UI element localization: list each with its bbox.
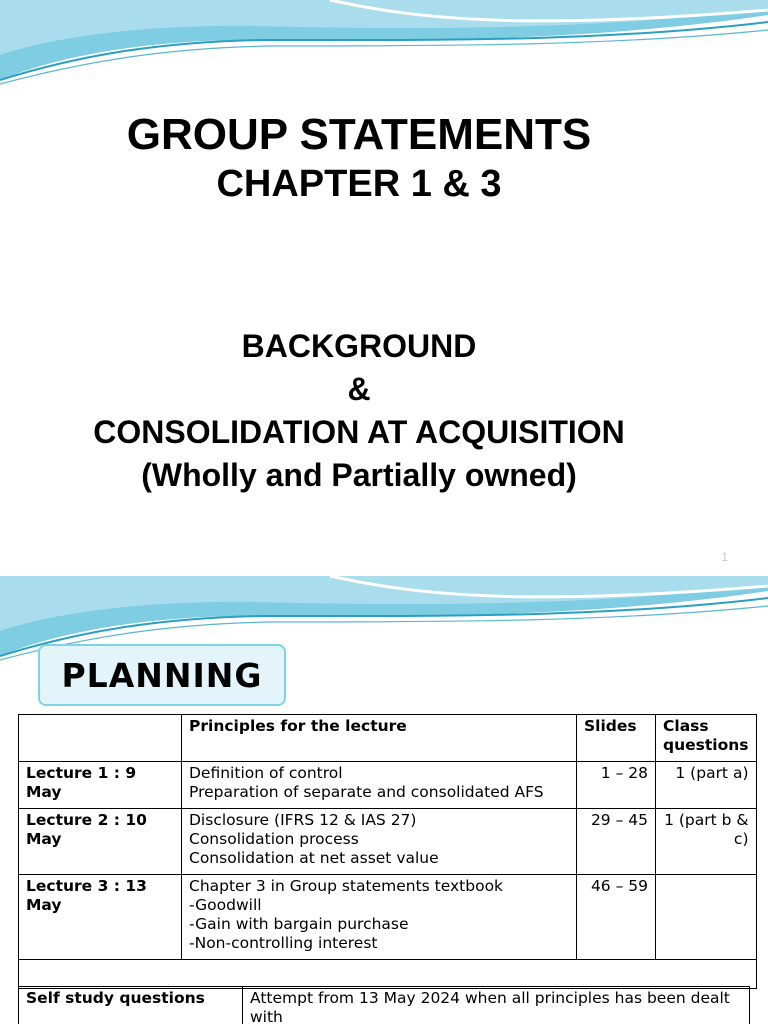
slide-title: GROUP STATEMENTS xyxy=(126,110,592,159)
table-row xyxy=(19,762,757,809)
header-cell-principles: Principles for the lecture xyxy=(182,715,577,762)
principles-cell xyxy=(182,762,577,809)
subtitle-line-3: CONSOLIDATION AT ACQUISITION xyxy=(93,414,625,450)
spacer-cell xyxy=(19,960,757,989)
table-spacer-row xyxy=(19,960,757,989)
questions-cell: 1 (part a) xyxy=(656,762,757,809)
table-header-row xyxy=(19,715,757,762)
lecture-cell: Lecture 3 : 13 May xyxy=(19,875,182,960)
slide-number: 1 xyxy=(721,550,728,564)
principle-line: Definition of control xyxy=(189,764,343,782)
planning-heading-box xyxy=(38,644,286,706)
table-row xyxy=(19,987,750,1024)
questions-cell xyxy=(656,875,757,960)
slides-cell: 46 – 59 xyxy=(577,875,656,960)
lecture-cell: Lecture 2 : 10 May xyxy=(19,809,182,875)
subtitle-line-1: BACKGROUND xyxy=(241,328,477,364)
subtitle-line-2: & xyxy=(347,371,371,407)
slides-cell: 29 – 45 xyxy=(577,809,656,875)
principle-line: Disclosure (IFRS 12 & IAS 27) xyxy=(189,811,417,829)
slides-cell: 1 – 28 xyxy=(577,762,656,809)
decorative-wave-header xyxy=(0,0,768,95)
table-row xyxy=(19,875,757,960)
principle-line: -Non-controlling interest xyxy=(189,934,378,952)
principles-cell xyxy=(182,875,577,960)
header-cell-empty xyxy=(19,715,182,762)
planning-slide xyxy=(0,576,768,1024)
principle-line: -Gain with bargain purchase xyxy=(189,915,409,933)
self-study-table xyxy=(18,986,750,1024)
principle-line: -Goodwill xyxy=(189,896,262,914)
planning-table xyxy=(18,714,757,989)
principle-line: Consolidation process xyxy=(189,830,359,848)
planning-heading: PLANNING xyxy=(61,655,263,695)
principles-cell xyxy=(182,809,577,875)
principle-line: Chapter 3 in Group statements textbook xyxy=(189,877,504,895)
header-cell-class-questions: Class questions xyxy=(656,715,757,762)
principle-line: Preparation of separate and consolidated AFS xyxy=(189,783,544,801)
table-row xyxy=(19,809,757,875)
slide-subtitle: CHAPTER 1 & 3 xyxy=(216,163,502,205)
self-study-label: Self study questions xyxy=(19,987,243,1024)
self-study-text: Attempt from 13 May 2024 when all principles has been dealt with xyxy=(243,987,750,1024)
subtitle-line-4: (Wholly and Partially owned) xyxy=(141,457,577,493)
questions-cell: 1 (part b & c) xyxy=(656,809,757,875)
principle-line: Consolidation at net asset value xyxy=(189,849,439,867)
header-cell-slides: Slides xyxy=(577,715,656,762)
lecture-cell: Lecture 1 : 9 May xyxy=(19,762,182,809)
